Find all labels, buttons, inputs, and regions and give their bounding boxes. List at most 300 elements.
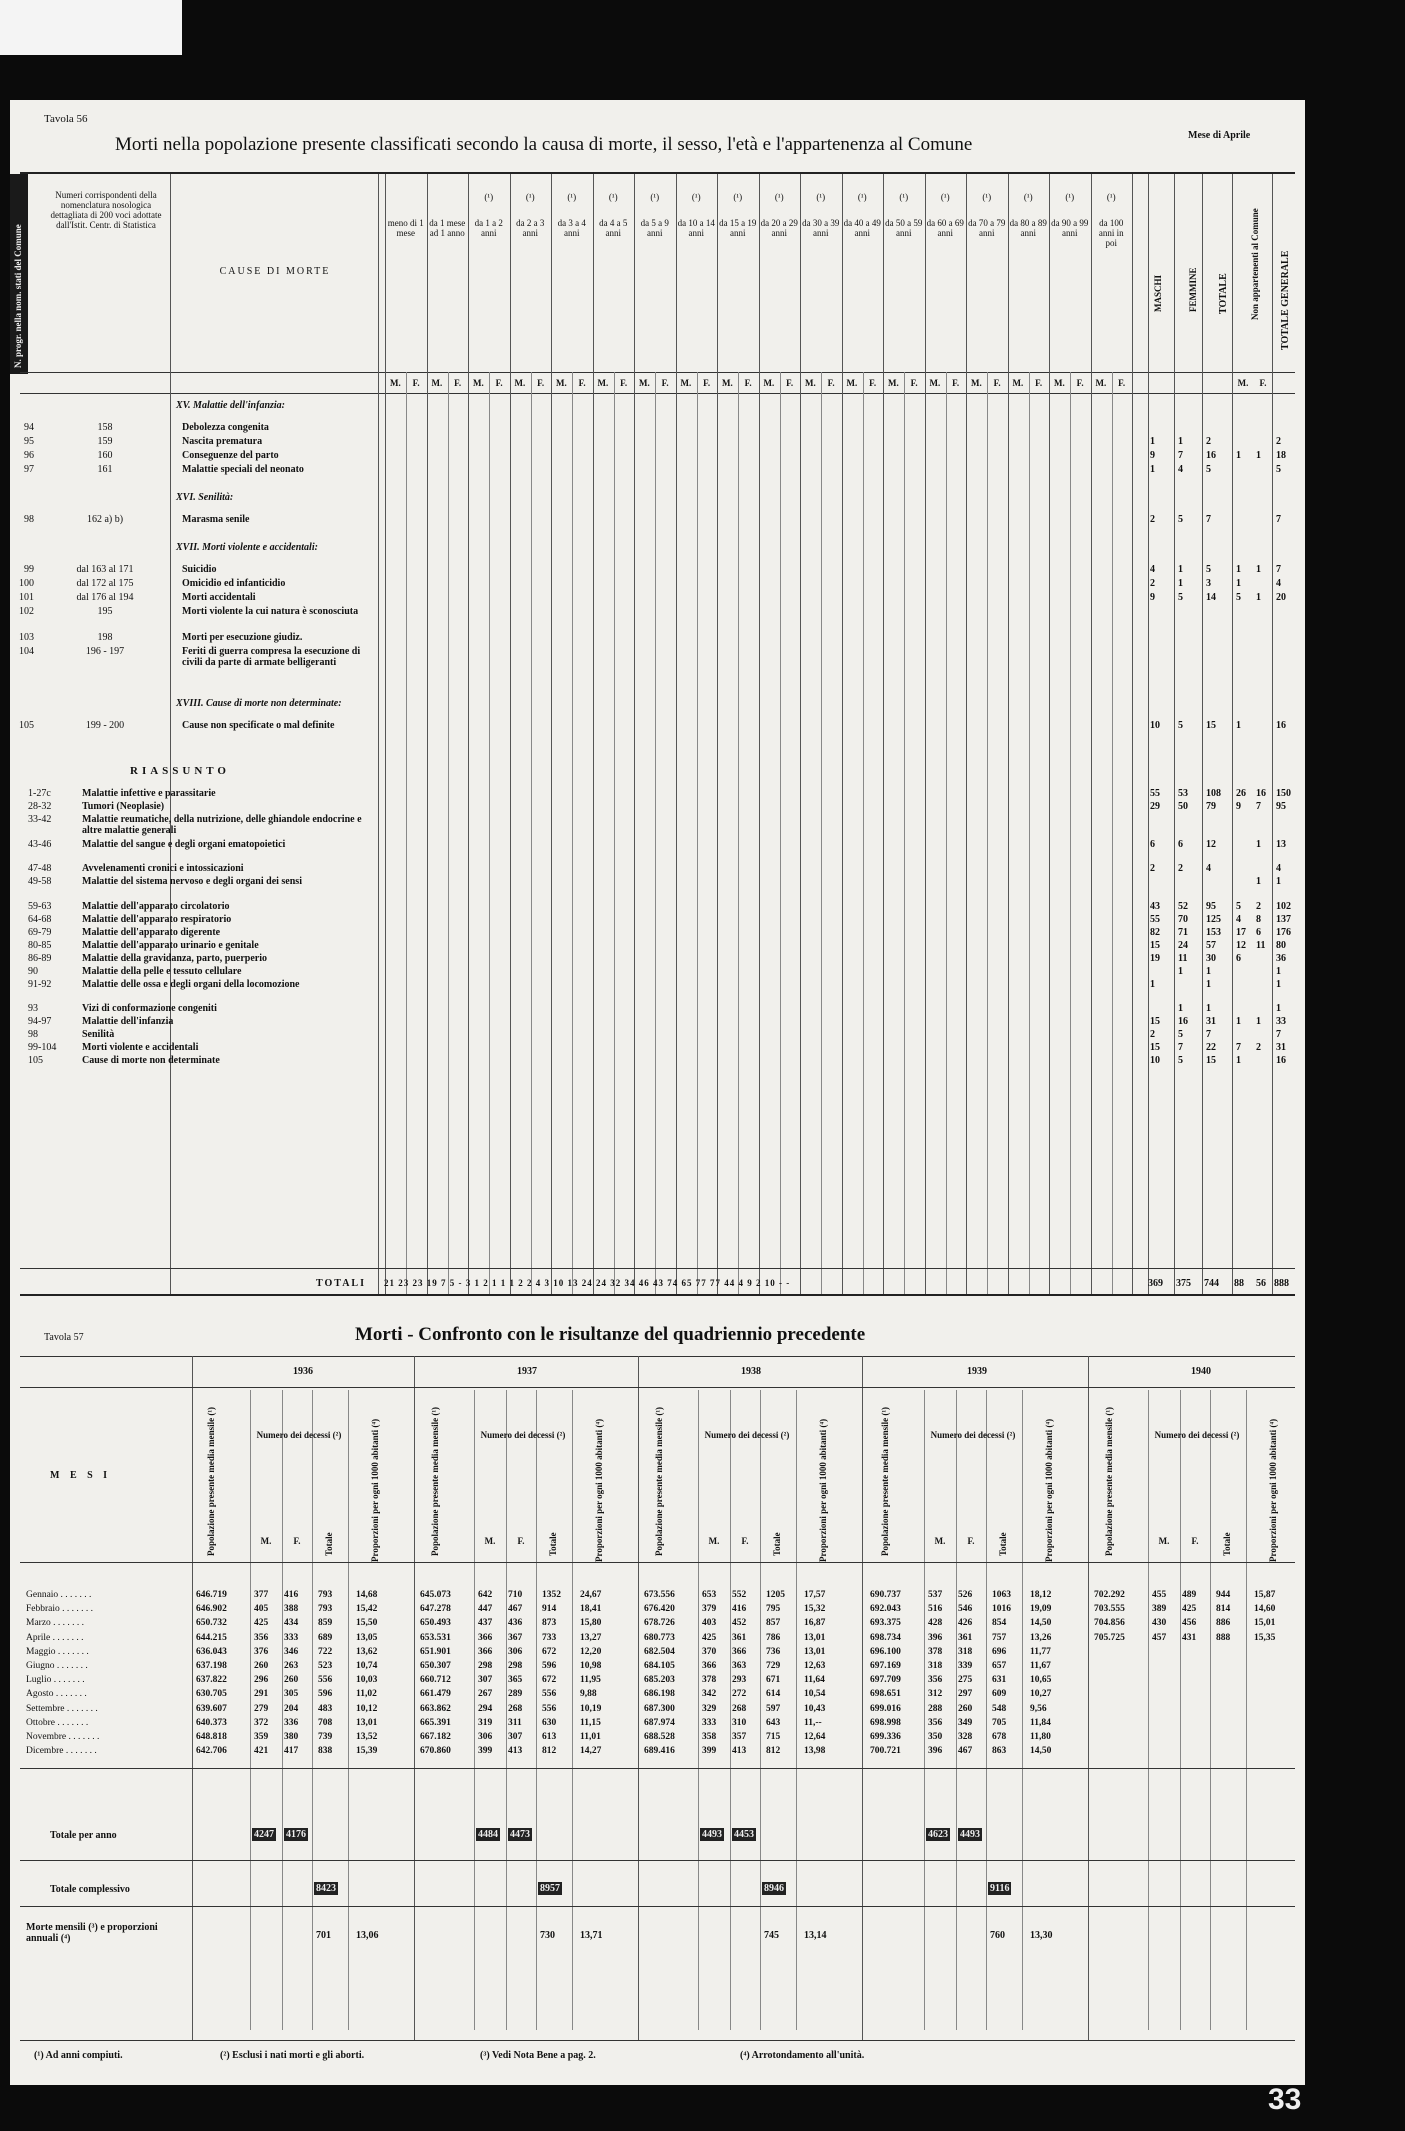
t57-cell: 642 [478,1590,493,1600]
t57-cell: 268 [508,1703,523,1714]
t57-media-prop: 13,30 [1030,1930,1053,1941]
t57-cell: 10,03 [356,1675,378,1686]
riassunto-cause: Malattie della pelle e tessuto cellulare [82,965,242,977]
row-code: 198 [97,632,113,643]
t57-cell: 307 [478,1675,493,1686]
t57-cell: 396 [928,1632,943,1643]
t57-cell: 643 [766,1717,781,1728]
t57-cell: 275 [958,1675,973,1686]
t57-cell: 9,88 [580,1689,597,1700]
t57-cell: 630 [542,1717,557,1728]
age-group-label: da 100 anni in poi [1098,218,1124,248]
t57-title: Morti - Confronto con le risultanze del quadriennio precedente [355,1324,866,1345]
riassunto-nonm: 5 [1236,900,1241,912]
t57-cell: 690.737 [870,1590,901,1600]
t57-col-rule [730,1390,731,2030]
age-note-mark: (¹) [484,192,494,202]
t57-cell: 456 [1182,1618,1197,1629]
riassunto-code: 90 [28,965,38,977]
age-note-mark: (¹) [650,192,660,202]
t57-cell: 526 [958,1590,973,1600]
t57-cell: 318 [928,1661,943,1671]
age-f-label: F. [1118,378,1126,388]
t56-row-f: 1 [1178,436,1183,447]
t57-cell: 11,-- [804,1717,822,1728]
age-m-label: M. [1012,378,1024,388]
t57-cell: 279 [254,1703,269,1714]
row-code: 161 [97,464,113,475]
t56-sex-rule [987,372,988,1294]
age-m-label: M. [514,378,526,388]
t57-cell: 329 [702,1703,717,1714]
t56-row-gen: 2 [1276,436,1281,447]
row-cause: Cause non specificate o mal definite [182,720,335,731]
page-number: 33 [1268,2083,1302,2116]
t57-cell: 646.902 [196,1604,227,1615]
t57-cell: 692.043 [870,1604,901,1615]
t57-cell: 10,65 [1030,1675,1052,1686]
riassunto-cause: Malattie del sistema nervoso e degli organi dei sensi [82,876,302,887]
col-m-label: M. [260,1536,272,1546]
riassunto-tot: 30 [1206,952,1216,964]
footnote: (²) Esclusi i nati morti e gli aborti. [220,2050,365,2061]
t56-row-tot: 2 [1206,436,1211,447]
age-f-label: F. [952,378,960,388]
t57-cell: 457 [1152,1632,1167,1643]
t57-cell: 651.901 [420,1646,451,1657]
row-code: 195 [97,606,113,617]
riassunto-cause: Tumori (Neoplasie) [82,801,165,812]
month-label: Luglio . . . . . . . [26,1675,85,1686]
t57-cell: 260 [284,1675,299,1686]
t57-cell: 358 [702,1732,717,1742]
t57-cell: 366 [702,1661,717,1671]
t57-cell: 318 [958,1646,973,1657]
t57-cell: 886 [1216,1618,1231,1629]
t56-col-maschi: MASCHI [1153,274,1163,312]
row-prog: 102 [19,606,34,617]
t57-cell: 688.528 [644,1732,675,1742]
t57-cell: 676.420 [644,1604,675,1615]
t57-cell: 366 [732,1646,747,1657]
t57-cell: 653 [702,1590,717,1600]
month-label: Gennaio . . . . . . . [26,1590,92,1600]
riassunto-gen: 33 [1276,1016,1286,1027]
age-group-label: da 5 a 9 anni [640,218,669,238]
month-label: Giugno . . . . . . . [26,1661,88,1671]
footnote: (⁴) Arrotondamento all'unità. [740,2050,865,2061]
t57-cell: 698.998 [870,1717,901,1728]
t56-row-m: 2 [1150,578,1155,589]
t56-row-nonm: 1 [1236,450,1241,461]
row-prog: 104 [19,646,34,657]
t56-total-nonf: 56 [1256,1278,1266,1289]
age-f-label: F. [537,378,545,388]
riassunto-tot: 79 [1206,801,1216,812]
t56-sex-rule [1029,372,1030,1294]
riassunto-tot: 4 [1206,863,1211,874]
t57-cell: 306 [478,1732,493,1742]
t56-sex-rule [863,372,864,1294]
t57-cell: 812 [766,1746,781,1757]
age-m-label: M. [473,378,484,388]
t57-cell: 366 [478,1632,493,1643]
t57-cell: 873 [542,1618,557,1629]
month-label: Ottobre . . . . . . . [26,1717,89,1728]
age-f-label: F. [703,378,711,388]
t57-cell: 857 [766,1618,781,1629]
year-label: 1938 [741,1366,761,1377]
t57-cell: 434 [284,1618,299,1629]
col-tot-label: Totale [1222,1532,1232,1556]
t57-col-rule [572,1390,573,2030]
row-prog: 101 [19,592,34,603]
t57-cell: 293 [732,1675,747,1686]
riassunto-m: 15 [1150,939,1160,951]
age-note-mark: (¹) [567,192,577,202]
t57-totale-anno-m: 4493 [702,1829,722,1840]
age-f-label: F. [869,378,877,388]
t56-row-m: 1 [1150,464,1155,475]
riassunto-code: 33-42 [28,814,52,825]
t57-totale-anno-f: 4453 [734,1829,754,1840]
t57-header-bottom [20,1562,1295,1563]
t57-cell: 16,87 [804,1618,826,1629]
riassunto-m: 1 [1150,978,1155,990]
riassunto-tot: 153 [1206,926,1221,938]
t57-cell: 733 [542,1632,557,1643]
t57-cell: 260 [958,1703,973,1714]
t57-cell: 425 [702,1632,717,1643]
riassunto-code: 1-27c [28,788,51,799]
row-cause: Debolezza congenita [182,422,269,433]
t56-age-rule [1049,174,1050,1294]
t57-cell: 10,19 [580,1703,602,1714]
t57-cell: 757 [992,1632,1007,1643]
t57-year-rule [1088,1356,1089,2040]
t57-media-prop: 13,71 [580,1930,603,1941]
riassunto-code: 43-46 [28,838,52,850]
t57-cell: 645.073 [420,1590,451,1600]
t57-cell: 357 [732,1732,747,1742]
riassunto-cause: Malattie dell'apparato digerente [82,926,221,938]
t57-cell: 14,50 [1030,1746,1052,1757]
riassunto-f: 53 [1178,788,1188,799]
t56-sex-rule [946,372,947,1294]
t57-cell: 436 [508,1618,523,1629]
t57-totale-anno-m: 4623 [928,1829,948,1840]
t56-left-strip-label: N. progr. nella nom. stati del Comune [13,224,23,368]
t57-cell: 312 [928,1689,943,1700]
t57-cell: 268 [732,1703,747,1714]
riassunto-tot: 108 [1206,788,1221,799]
t56-column-rule [378,174,379,1294]
t57-cell: 363 [732,1661,747,1671]
row-prog: 100 [19,578,34,589]
t56-row-tot: 3 [1206,578,1211,589]
t56-month: Mese di Aprile [1188,130,1251,141]
t57-totale-anno-m: 4484 [478,1829,498,1840]
totale-compl-label: Totale complessivo [50,1884,130,1895]
riassunto-nonm: 1 [1236,1016,1241,1027]
t57-cell: 339 [958,1661,973,1671]
month-label: Aprile . . . . . . . [26,1632,84,1643]
t56-total-gen: 888 [1274,1278,1289,1289]
row-cause: Morti per esecuzione giudiz. [182,632,303,643]
age-note-mark: (¹) [774,192,784,202]
age-m-label: M. [1095,378,1107,388]
t57-cell: 715 [766,1732,781,1742]
t57-cell: 15,50 [356,1618,378,1629]
footnote: (¹) Ad anni compiuti. [34,2050,123,2061]
riassunto-f: 71 [1178,926,1188,938]
t56-age-rule [1008,174,1009,1294]
t57-cell: 686.198 [644,1689,675,1700]
t56-column-rule [1174,174,1175,1294]
row-code: 199 - 200 [85,720,125,731]
riassunto-nonf: 1 [1256,1016,1261,1027]
t57-cell: 13,01 [804,1646,826,1657]
row-cause: Malattie speciali del neonato [182,464,304,475]
t57-cell: 298 [508,1661,523,1671]
riassunto-code: 91-92 [28,978,52,990]
age-f-label: F. [910,378,918,388]
t56-row-nonm: 1 [1236,564,1241,575]
year-label: 1939 [967,1366,987,1377]
t57-cell: 15,01 [1254,1618,1276,1629]
riassunto-m: 2 [1150,1029,1155,1040]
t57-cell: 430 [1152,1618,1167,1629]
riassunto-f: 6 [1178,838,1183,850]
t57-col-rule [1210,1390,1211,2030]
riassunto-nonm: 4 [1236,913,1241,925]
age-m-label: M. [680,378,692,388]
t56-sex-rule [406,372,407,1294]
t56-age-rule [551,174,552,1294]
row-code: 160 [97,450,113,461]
age-group-label: da 60 a 69 anni [926,218,964,238]
age-note-mark: (¹) [1106,192,1116,202]
nonapp-f-label: F. [1259,378,1267,388]
riassunto-code: 28-32 [28,801,52,812]
month-label: Novembre . . . . . . . [26,1732,100,1742]
t57-totale-anno-f: 4493 [960,1829,980,1840]
t57-cell: 13,01 [356,1717,378,1728]
riassunto-code: 69-79 [28,926,52,938]
t57-cell: 684.105 [644,1661,675,1671]
age-note-mark: (¹) [940,192,950,202]
col-tot-label: Totale [998,1532,1008,1556]
t57-cell: 537 [928,1590,943,1600]
t56-row-m: 4 [1150,564,1155,575]
row-prog: 103 [19,632,34,643]
age-f-label: F. [454,378,462,388]
age-f-label: F. [1035,378,1043,388]
media-label: Morte mensili (³) e proporzioni annuali (⁴) [26,1922,158,1944]
t57-cell: 467 [958,1746,973,1757]
t57-cell: 12,20 [580,1646,602,1657]
t57-cell: 447 [478,1604,493,1615]
age-f-label: F. [786,378,794,388]
month-label: Febbraio . . . . . . . [26,1604,94,1615]
t57-cell: 795 [766,1604,781,1615]
t56-row-m: 10 [1150,720,1160,731]
t57-cell: 630.705 [196,1689,227,1700]
t56-row-gen: 5 [1276,464,1281,475]
section-title: XV. Malattie dell'infanzia: [176,400,285,411]
riassunto-tot: 57 [1206,939,1216,951]
t57-cell: 291 [254,1689,269,1700]
riassunto-nonm: 12 [1236,939,1246,951]
t56-age-rule [510,174,511,1294]
row-prog: 99 [24,564,34,575]
age-m-label: M. [805,378,816,388]
col-prop-label: Proporzioni per ogni 1000 abitanti (⁴) [1044,1418,1054,1562]
age-f-label: F. [495,378,503,388]
row-prog: 95 [24,436,34,447]
riassunto-m: 2 [1150,863,1155,874]
riassunto-cause: Cause di morte non determinate [82,1055,220,1066]
t57-cell: 685.203 [644,1675,675,1686]
t57-cell: 609 [992,1689,1007,1700]
t57-totale-anno-f: 4176 [286,1829,306,1840]
t57-cell: 267 [478,1689,493,1700]
t56-age-rule [634,174,635,1294]
riassunto-gen: 4 [1276,863,1281,874]
row-cause: Feriti di guerra compresa la esecuzione di civili da parte di armate belligeranti [182,646,361,668]
month-label: Maggio . . . . . . . [26,1646,89,1657]
riassunto-code: 94-97 [28,1016,52,1027]
t57-cell: 467 [508,1604,523,1615]
riassunto-f: 7 [1178,1042,1183,1053]
t57-cell: 708 [318,1717,333,1728]
t57-cell: 793 [318,1590,333,1600]
t57-cell: 698.734 [870,1632,901,1643]
month-label: Dicembre . . . . . . . [26,1746,97,1757]
riassunto-code: 49-58 [28,876,52,887]
t57-cell: 15,32 [804,1604,826,1615]
t56-head-numeri: Numeri corrispondenti della nomenclatura nosologica dettagliata di 200 voci adottate dall'Istit. Centr. di Statistica [50,190,162,230]
t57-cell: 298 [478,1661,493,1671]
t56-row-nonf: 1 [1256,592,1261,603]
t57-cell: 328 [958,1732,973,1742]
t57-tavola-label: Tavola 57 [44,1332,84,1343]
t56-age-rule [842,174,843,1294]
age-group-label: da 20 a 29 anni [760,218,798,238]
t57-cell: 812 [542,1746,557,1757]
riassunto-gen: 1 [1276,876,1281,887]
t57-cell: 10,12 [356,1703,378,1714]
section-title: XVI. Senilità: [176,492,234,503]
t56-col-totale: TOTALE [1218,273,1229,314]
t57-cell: 377 [254,1590,269,1600]
t57-media-total: 701 [316,1930,331,1941]
t57-cell: 307 [508,1732,523,1742]
t57-cell: 687.300 [644,1703,675,1714]
t57-rule [192,1356,193,2040]
t56-age-rule [759,174,760,1294]
t57-cell: 523 [318,1661,333,1671]
month-label: Agosto . . . . . . . [26,1689,87,1700]
t57-cell: 428 [928,1618,943,1629]
t56-col-totale-gen: TOTALE GENERALE [1280,250,1291,350]
t56-row-gen: 7 [1276,564,1281,575]
t57-cell: 914 [542,1604,557,1615]
riassunto-tot: 1 [1206,978,1211,990]
age-f-label: F. [412,378,420,388]
t57-cell: 854 [992,1618,1007,1629]
t57-cell: 700.721 [870,1746,901,1757]
t57-cell: 682.504 [644,1646,675,1657]
t57-cell: 556 [542,1703,557,1714]
row-prog: 98 [24,514,34,525]
t56-row-f: 7 [1178,450,1183,461]
col-m-label: M. [1158,1536,1170,1546]
t57-cell: 556 [542,1689,557,1700]
t56-totals-label: TOTALI [316,1278,366,1289]
t57-col-rule [536,1390,537,2030]
age-note-mark: (¹) [816,192,826,202]
age-group-label: da 15 a 19 anni [719,218,757,238]
t56-column-rule [170,174,171,1294]
t57-media-prop: 13,14 [804,1930,827,1941]
age-group-label: da 10 a 14 anni [677,218,715,238]
t57-cell: 425 [254,1618,269,1629]
t56-row-gen: 7 [1276,514,1281,525]
t57-col-rule [474,1390,475,2030]
t57-cell: 356 [254,1632,269,1643]
t57-cell: 14,60 [1254,1604,1276,1615]
col-f-label: F. [741,1536,749,1546]
t57-cell: 556 [318,1675,333,1686]
t56-row-tot: 14 [1206,592,1216,603]
t56-sex-rule [448,372,449,1294]
t57-cell: 793 [318,1604,333,1615]
riassunto-code: 98 [28,1029,38,1040]
t57-cell: 704.856 [1094,1618,1125,1629]
t56-sex-rule [738,372,739,1294]
t57-cell: 10,54 [804,1689,826,1700]
t57-cell: 452 [732,1618,747,1629]
riassunto-m: 6 [1150,838,1155,850]
row-prog: 94 [24,422,34,433]
age-note-mark: (¹) [733,192,743,202]
row-cause: Suicidio [182,564,217,575]
t57-cell: 10,43 [804,1703,826,1714]
t56-row-tot: 15 [1206,720,1216,731]
t57-cell: 416 [732,1604,747,1615]
t57-year-rule [414,1356,415,2040]
age-group-label: da 40 a 49 anni [843,218,881,238]
riassunto-code: 64-68 [28,913,52,925]
riassunto-tot: 7 [1206,1029,1211,1040]
age-group-label: da 50 a 59 anni [885,218,923,238]
t57-cell: 693.375 [870,1618,901,1629]
col-pop-label: Popolazione presente media mensile (¹) [880,1406,890,1556]
t56-head-cause: CAUSE DI MORTE [219,266,331,277]
col-m-label: M. [484,1536,496,1546]
t57-cell: 696 [992,1646,1007,1657]
t57-cell: 17,57 [804,1590,826,1600]
t57-cell: 546 [958,1604,973,1615]
t57-cell: 697.169 [870,1661,901,1671]
t56-column-rule [1232,174,1233,1294]
t57-cell: 297 [958,1689,973,1700]
t56-column-rule [1272,174,1273,1294]
t56-total-f: 375 [1176,1278,1191,1289]
t57-col-rule [282,1390,283,2030]
t57-cell: 306 [508,1646,523,1657]
